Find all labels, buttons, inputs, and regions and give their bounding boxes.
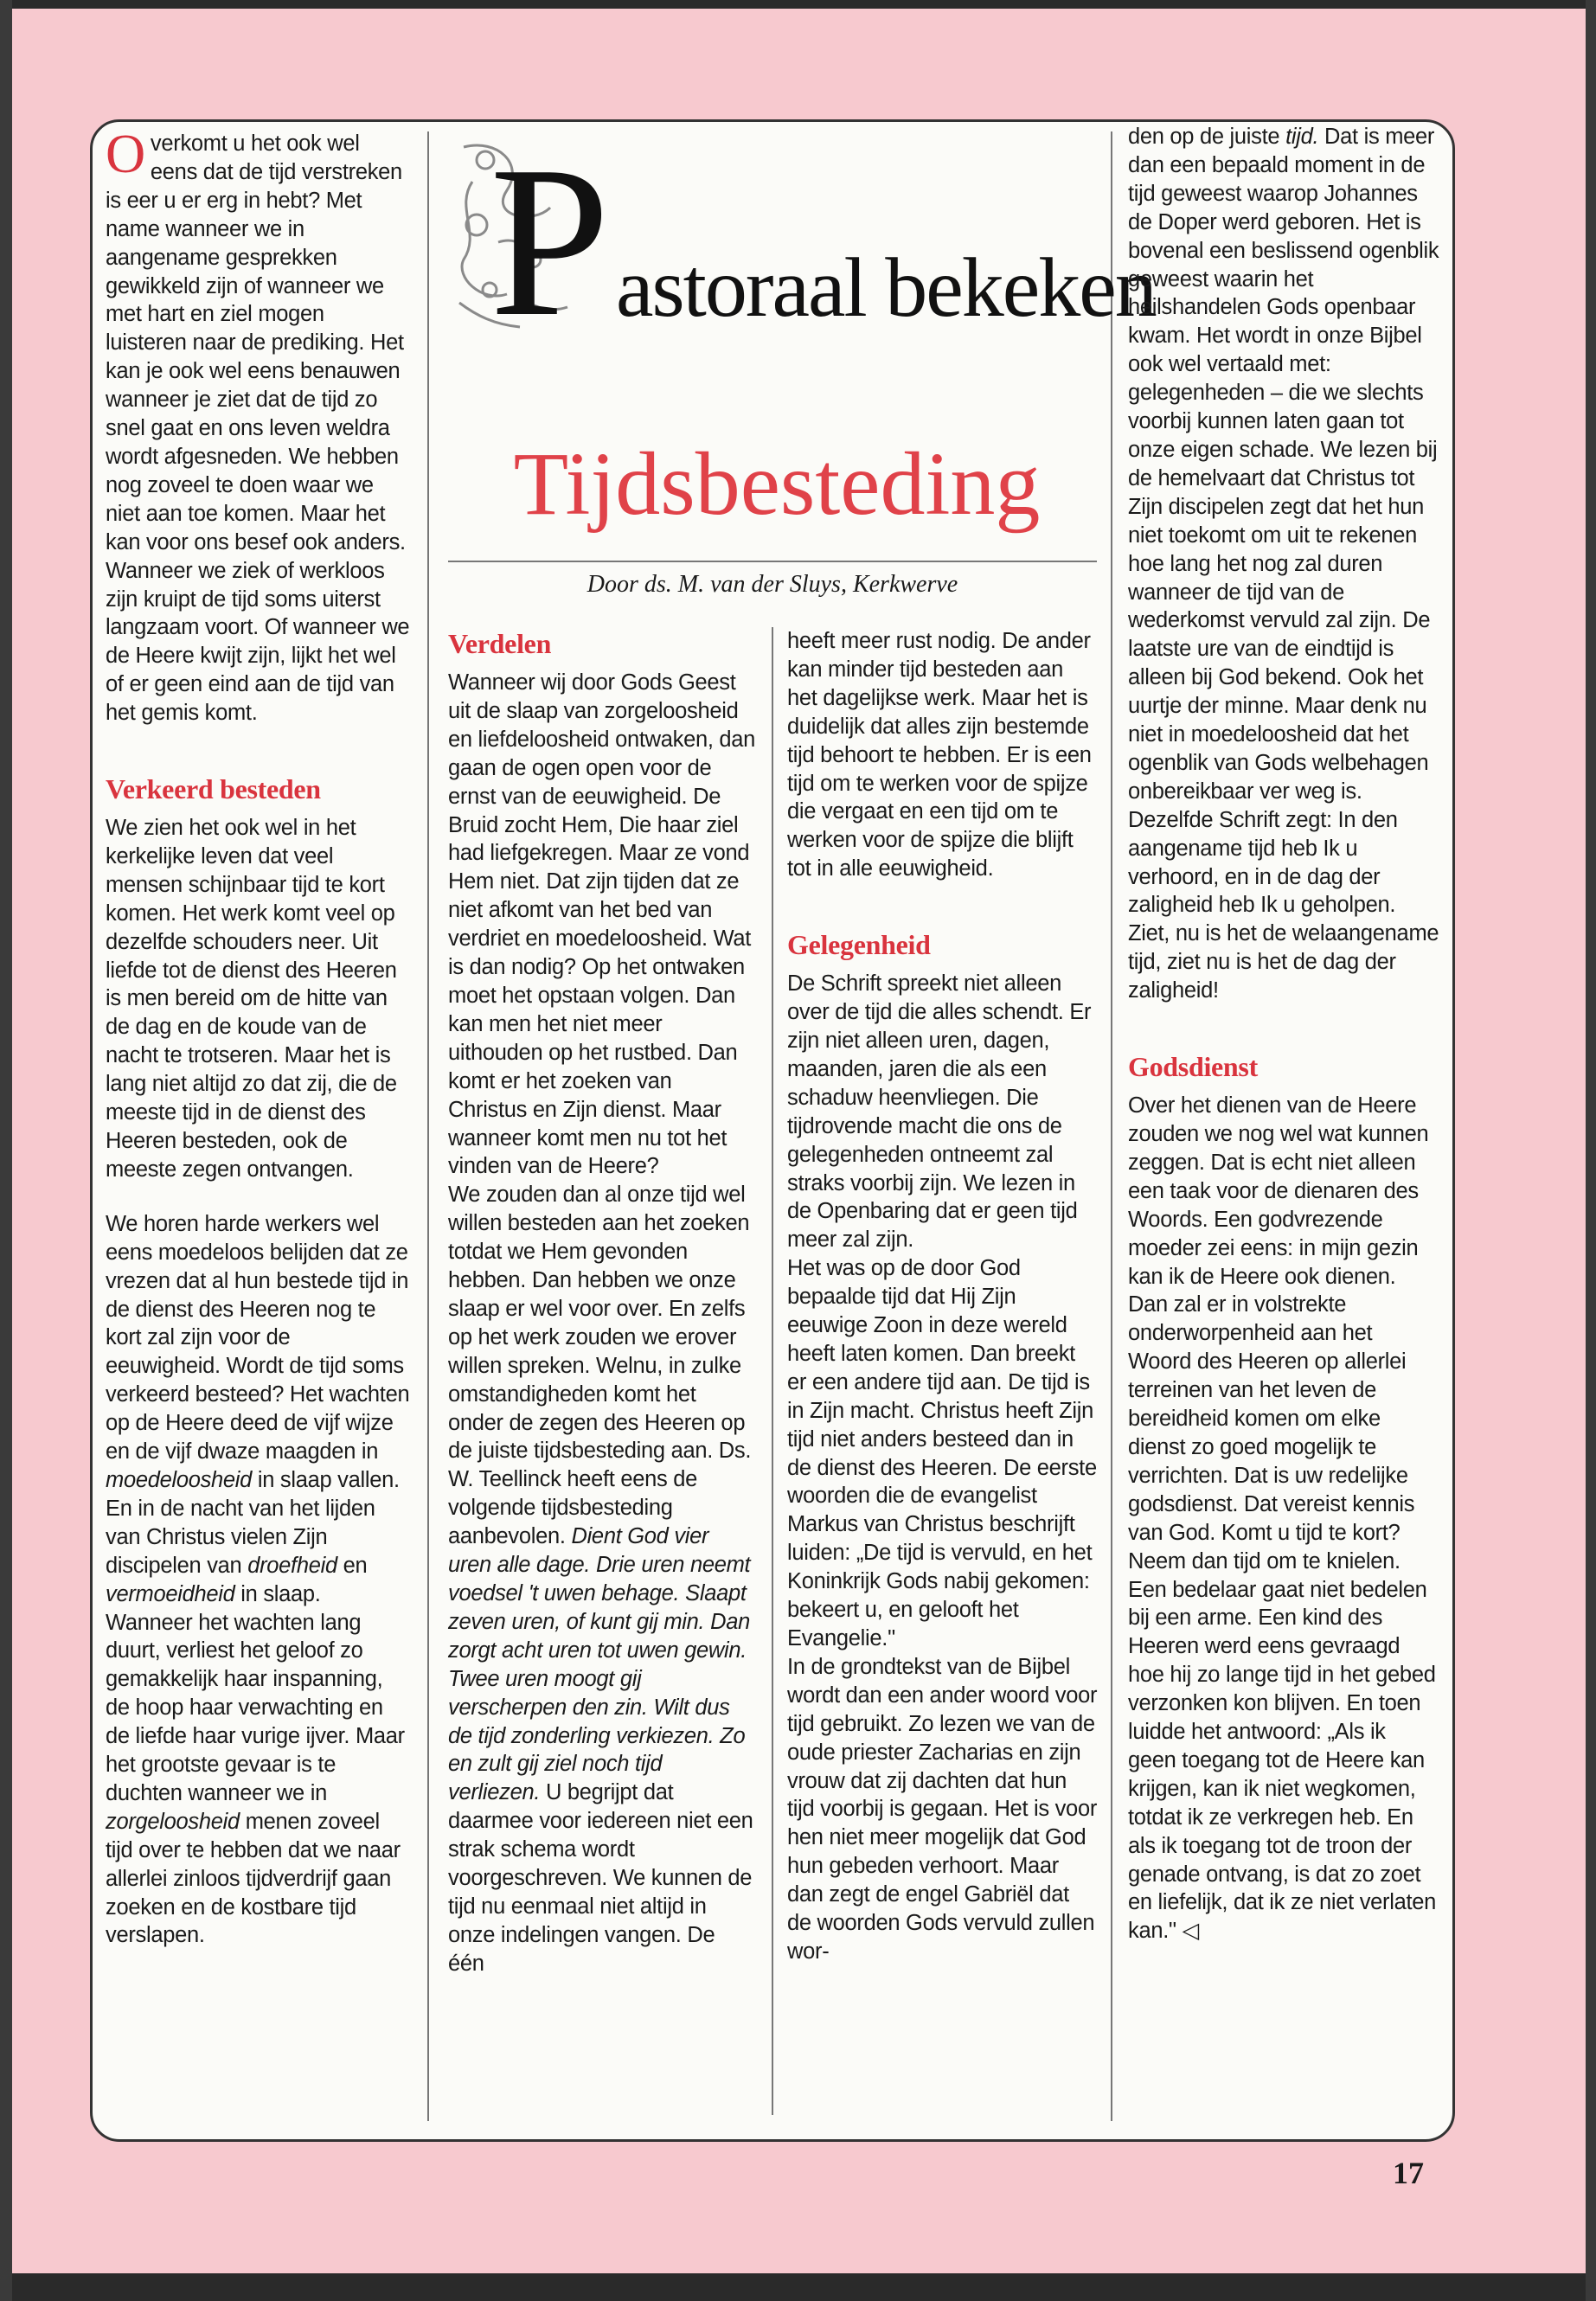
- column-divider: [1111, 131, 1112, 2121]
- column-3: [787, 627, 1099, 1966]
- page-number: 17: [1393, 2156, 1424, 2190]
- scan-edge-left: [0, 0, 12, 2301]
- header-initial: P: [490, 122, 611, 362]
- paragraph: In de grondtekst van de Bijbel wordt dan een ander woord voor tijd gebruikt. Zo lezen we van de oude priester Zacharias en zijn vrouw dat zij dachten dat hun tijd voorbij is gegaan. Het is voor hen niet meer mogelijk dat God hun gebeden verhoort. Maar dan zegt de engel Gabriël dat de woorden Gods vervuld zullen wor-: [787, 1654, 1098, 1964]
- byline-rule: [448, 561, 1097, 562]
- intro-paragraph: Overkomt u het ook wel eens dat de tijd verstreken is eer u er erg in hebt? Met name wanneer we in aangename gesprekken gewikkeld zijn of wanneer we met hart en ziel mogen luisteren naar de prediking. Het kan je ook wel eens benauwen wanneer je ziet dat de tijd zo snel gaat en ons leven weldra wordt afgesneden. We hebben nog zoveel te doen waar we niet aan toe komen. Maar het kan voor ons besef ook anders. Wanneer we ziek of werkloos zijn kruipt de tijd soms uiterst langzaam voort. Of wanneer we de Heere kwijt zijn, lijkt het wel of er geen eind aan de tijd van het gemis komt.: [106, 123, 410, 726]
- section-header: astoraal bekeken: [616, 241, 1156, 335]
- paragraph: De Schrift spreekt niet alleen over de tijd die alles schendt. Er zijn niet alleen uren, dagen, maanden, jaren die als een schaduw heenvliegen. Die tijdrovende macht die ons de gelegenheden ontneemt zal straks voorbij zijn. We lezen in de Openbaring dat er geen tijd meer zal zijn.: [787, 971, 1092, 1253]
- byline: Door ds. M. van der Sluys, Kerkwerve: [586, 571, 958, 598]
- paragraph: We zouden dan al onze tijd wel willen besteden aan het zoeken totdat we Hem gevonden hebben. Dan hebben we onze slaap er wel voor over. En zelfs op het werk zouden we erover willen spreken. Welnu, in zulke omstandigheden komt het onder de zegen des Heeren op de juiste tijdsbesteding aan. Ds. W. Teellinck heeft eens de volgende tijdsbesteding aanbevolen. Dient God vier uren alle dage. Drie uren neemt voedsel 't uwen behage. Slaapt zeven uren, of kunt gij min. Dan zorgt acht uren tot uwen gewin. Twee uren moogt gij verscherpen den zin. Wilt dus de tijd zonderling verkiezen. Zo en zult gij ziel noch tijd verliezen. U begrijpt dat daarmee voor iedereen niet een strak schema wordt voorgeschreven. We kunnen de tijd nu eenmaal niet altijd in onze indelingen vangen. De één: [448, 1183, 753, 1976]
- section-heading: Gelegenheid: [787, 929, 931, 961]
- paragraph: We zien het ook wel in het kerkelijke leven dat veel mensen schijnbaar tijd te kort komen. Het werk komt veel op dezelfde schouders neer. Uit liefde tot de dienst des Heeren is men bereid om de hitte van de dag en de koude van de nacht te trotseren. Maar het is lang niet altijd zo dat zij, die de meeste tijd in de dienst des Heeren besteden, ook de meeste zegen ontvangen.: [106, 816, 397, 1182]
- column-divider: [427, 131, 429, 2121]
- section-heading: Verkeerd besteden: [106, 773, 321, 805]
- paragraph: Wanneer wij door Gods Geest uit de slaap van zorgeloosheid en liefdeloosheid ontwaken, dan gaan de ogen open voor de ernst van de eeuwigheid. De Bruid zocht Hem, Die haar ziel had liefgekregen. Maar ze vond Hem niet. Dat zijn tijden dat ze niet afkomt van het bed van verdriet en moedeloosheid. Wat is dan nodig? Op het ontwaken moet het opstaan volgen. Dan kan men het niet meer uithouden op het rustbed. Dan komt er het zoeken van Christus en Zijn dienst. Maar wanneer komt men nu tot het vinden van de Heere?: [448, 670, 756, 1179]
- paragraph: den op de juiste tijd. Dat is meer dan een bepaald moment in de tijd geweest waarop Johannes de Doper werd geboren. Het is bovenal een beslissend ogenblik geweest waarin het heilshandelen Gods openbaar kwam. Het wordt in onze Bijbel ook wel vertaald met: gelegenheden – die we slechts voorbij kunnen laten gaan tot onze eigen schade. We lezen bij de hemelvaart dat Christus tot Zijn discipelen zegt dat het hun niet toekomt om uit te rekenen hoe lang het nog zal duren wanneer de tijd van de wederkomst vervuld zal zijn. De laatste ure van de eindtijd is alleen bij God bekend. Ook het uurtje der minne. Maar denk nu niet in moedeloosheid dat het ogenblik van Gods welbehagen onbereikbaar ver weg is. Dezelfde Schrift zegt: In den aangename tijd heb Ik u verhoord, en in de dag der zaligheid heb Ik u geholpen. Ziet, nu is het de welaangename tijd, ziet nu is het de dag der zaligheid!: [1128, 125, 1439, 1003]
- scan-edge-right: [1586, 0, 1596, 2301]
- paragraph: We horen harde werkers wel eens moedeloos belijden dat ze vrezen dat al hun bestede tijd in de dienst des Heeren nog te kort zal zijn voor de eeuwigheid. Wordt de tijd soms verkeerd besteed? Het wachten op de Heere deed de vijf wijze en de vijf dwaze maagden in moedeloosheid in slaap vallen. En in de nacht van het lijden van Christus vielen Zijn discipelen van droefheid en vermoeidheid in slaap. Wanneer het wachten lang duurt, verliest het geloof zo gemakkelijk haar inspanning, de hoop haar verwachting en de liefde haar vurige ijver. Maar het grootste gevaar is te duchten wanneer we in zorgeloosheid menen zoveel tijd over te hebben dat we naar allerlei zinloos tijdverdrijf gaan zoeken en de kostbare tijd verslapen.: [106, 1211, 410, 1948]
- poem-quote: Dient God vier uren alle dage. Drie uren neemt voedsel 't uwen behage. Slaapt zeven uren, of kunt gij min. Dan zorgt acht uren tot uwen gewin. Twee uren moogt gij verscherpen den zin. Wilt dus de tijd zonderling verkiezen. Zo en zult gij ziel noch tijd verliezen.: [448, 1524, 751, 1805]
- article-title: Tijdsbesteding: [513, 434, 1041, 534]
- column-1: [106, 123, 410, 1950]
- paragraph: heeft meer rust nodig. De ander kan minder tijd besteden aan het dagelijkse werk. Maar het is duidelijk dat alles zijn bestemde tijd behoort te hebben. Er is een tijd om te werken voor de spijze die vergaat en een tijd om te werken voor de spijze die blijft tot in alle eeuwigheid.: [787, 629, 1092, 881]
- drop-cap: O: [106, 123, 145, 184]
- paragraph: Het was op de door God bepaalde tijd dat Hij Zijn eeuwige Zoon in deze wereld heeft laten komen. Dan breekt er een andere tijd aan. De tijd is in Zijn macht. Christus heeft Zijn tijd niet anders besteed dan in de dienst des Heeren. De eerste woorden die de evangelist Markus van Christus beschrijft luiden: „De tijd is vervuld, en het Koninkrijk Gods nabij gekomen: bekeert u, en gelooft het Evangelie.": [787, 1256, 1097, 1650]
- column-4: [1128, 123, 1439, 1945]
- column-2: [448, 627, 756, 1978]
- section-heading: Godsdienst: [1128, 1051, 1258, 1083]
- scan-edge-top: [0, 0, 1596, 9]
- section-heading: Verdelen: [448, 628, 552, 659]
- paragraph: Over het dienen van de Heere zouden we nog wel wat kunnen zeggen. Dat is echt niet alleen een taak voor de dienaren des Woords. Een godvrezende moeder zei eens: in mijn gezin kan ik de Heere ook dienen. Dan zal er in volstrekte onderworpenheid aan het Woord des Heeren op allerlei terreinen van het leven de bereidheid komen om elke dienst zo goed mogelijk te verrichten. Dat is uw redelijke godsdienst. Dat vereist kennis van God. Komt u tijd te kort? Neem dan tijd om te knielen. Een bedelaar gaat niet bedelen bij een arme. Een kind des Heeren werd eens gevraagd hoe hij zo lange tijd in het gebed verzonken kon blijven. En toen luidde het antwoord: „Als ik geen toegang tot de Heere kan krijgen, kan ik niet wegkomen, totdat ik ze verkregen heb. En als ik toegang tot de troon der genade ontvang, is dat zo zoet en liefelijk, dat ik ze niet verlaten kan." ◁: [1128, 1093, 1437, 1944]
- column-divider: [772, 627, 773, 2115]
- scan-edge-bottom: [0, 2273, 1596, 2301]
- end-mark-icon: ◁: [1182, 1919, 1199, 1944]
